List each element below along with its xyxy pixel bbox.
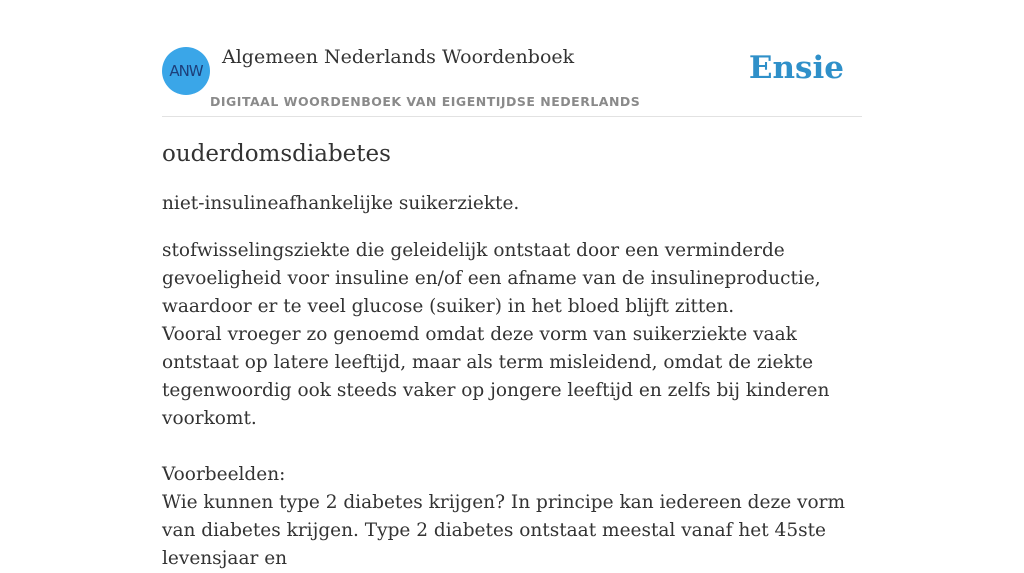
site-subtitle: DIGITAAL WOORDENBOEK VAN EIGENTIJDSE NEDERLANDS xyxy=(210,94,641,109)
entry-headword: ouderdomsdiabetes xyxy=(162,141,391,167)
paragraph-spacer xyxy=(162,433,862,461)
usage-note: Vooral vroeger zo genoemd omdat deze vorm van suikerziekte vaak ontstaat op latere leeftijd, maar als term misleidend, omdat de ziekte tegenwoordig ook steeds vaker op jongere leeftijd en zelfs bij kinderen voorkomt. xyxy=(162,324,830,429)
site-title[interactable]: Algemeen Nederlands Woordenboek xyxy=(222,46,575,68)
definition-text: stofwisselingsziekte die geleidelijk ontstaat door een verminderde gevoeligheid voor insuline en/of een afname van de insulineproductie, waardoor er te veel glucose (suiker) in het bloed blijft zitten. xyxy=(162,240,821,317)
examples-label: Voorbeelden: xyxy=(162,464,286,485)
logo-text: ANW xyxy=(169,62,203,80)
site-header xyxy=(162,0,862,117)
example-text: Wie kunnen type 2 diabetes krijgen? In principe kan iedereen deze vorm van diabetes krijgen. Type 2 diabetes ontstaat meestal vanaf het 45ste levensjaar en xyxy=(162,492,846,569)
anw-logo[interactable] xyxy=(162,47,210,95)
entry-content xyxy=(162,138,862,573)
ensie-brand-link[interactable]: Ensie xyxy=(748,50,844,86)
short-definition: niet-insulineafhankelijke suikerziekte. xyxy=(162,193,520,214)
entry-body xyxy=(162,237,862,573)
